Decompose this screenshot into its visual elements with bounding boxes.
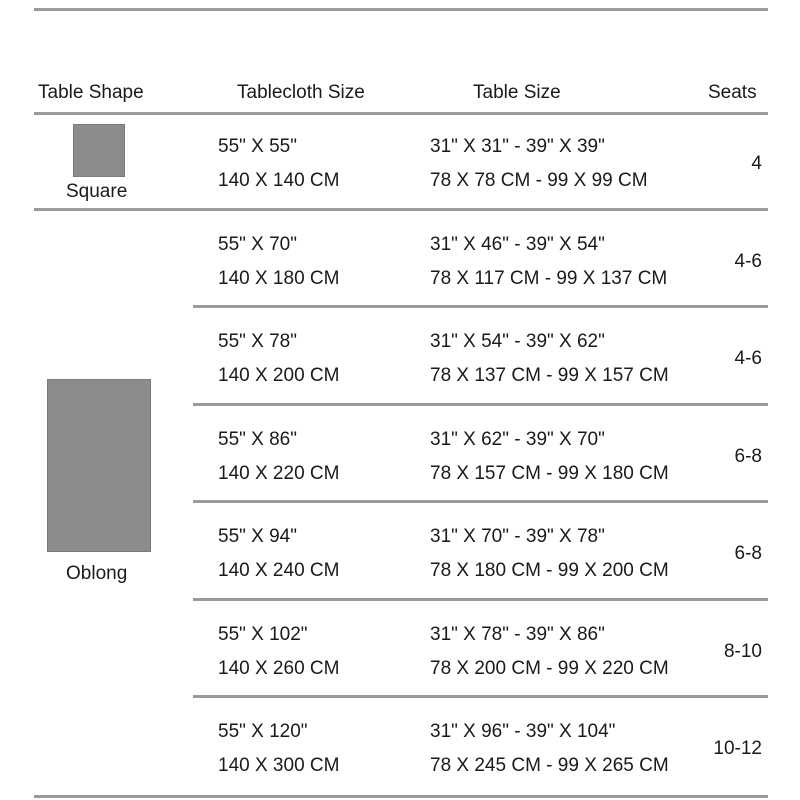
table-size-cm: 78 X 137 CM - 99 X 157 CM bbox=[430, 365, 669, 386]
header-table-size: Table Size bbox=[473, 82, 561, 103]
oblong-shape-icon bbox=[47, 379, 151, 552]
tablecloth-size-cm: 140 X 140 CM bbox=[218, 170, 340, 191]
table-size-inches: 31" X 78" - 39" X 86" bbox=[430, 624, 605, 645]
header-tablecloth-size: Tablecloth Size bbox=[237, 82, 365, 103]
table-size-cm: 78 X 245 CM - 99 X 265 CM bbox=[430, 755, 669, 776]
table-size-inches: 31" X 70" - 39" X 78" bbox=[430, 526, 605, 547]
seats-value: 10-12 bbox=[713, 738, 762, 759]
row-separator bbox=[193, 305, 768, 308]
table-size-inches: 31" X 62" - 39" X 70" bbox=[430, 429, 605, 450]
table-size-inches: 31" X 46" - 39" X 54" bbox=[430, 234, 605, 255]
bottom-rule bbox=[34, 795, 768, 798]
oblong-label: Oblong bbox=[66, 563, 128, 584]
header-table-shape: Table Shape bbox=[38, 82, 144, 103]
tablecloth-size-inches: 55" X 94" bbox=[218, 526, 297, 547]
row-separator bbox=[193, 403, 768, 406]
tablecloth-size-inches: 55" X 55" bbox=[218, 136, 297, 157]
row-separator bbox=[193, 598, 768, 601]
tablecloth-size-cm: 140 X 260 CM bbox=[218, 658, 340, 679]
seats-value: 6-8 bbox=[734, 446, 762, 467]
table-size-inches: 31" X 96" - 39" X 104" bbox=[430, 721, 616, 742]
row-separator bbox=[193, 695, 768, 698]
header-rule bbox=[34, 112, 768, 115]
seats-value: 8-10 bbox=[723, 641, 762, 662]
table-size-inches: 31" X 54" - 39" X 62" bbox=[430, 331, 605, 352]
square-label: Square bbox=[66, 181, 128, 202]
row-separator bbox=[34, 208, 768, 211]
header-seats: Seats bbox=[708, 82, 757, 103]
tablecloth-size-inches: 55" X 86" bbox=[218, 429, 297, 450]
table-size-cm: 78 X 157 CM - 99 X 180 CM bbox=[430, 463, 669, 484]
seats-value: 4 bbox=[751, 153, 762, 174]
tablecloth-size-cm: 140 X 180 CM bbox=[218, 268, 340, 289]
table-size-cm: 78 X 78 CM - 99 X 99 CM bbox=[430, 170, 648, 191]
tablecloth-size-inches: 55" X 70" bbox=[218, 234, 297, 255]
tablecloth-size-inches: 55" X 78" bbox=[218, 331, 297, 352]
seats-value: 4-6 bbox=[734, 348, 762, 369]
table-size-inches: 31" X 31" - 39" X 39" bbox=[430, 136, 605, 157]
square-shape-icon bbox=[73, 124, 125, 177]
tablecloth-size-inches: 55" X 102" bbox=[218, 624, 308, 645]
tablecloth-size-cm: 140 X 300 CM bbox=[218, 755, 340, 776]
tablecloth-size-inches: 55" X 120" bbox=[218, 721, 308, 742]
seats-value: 4-6 bbox=[734, 251, 762, 272]
top-rule bbox=[34, 8, 768, 11]
table-size-cm: 78 X 200 CM - 99 X 220 CM bbox=[430, 658, 669, 679]
tablecloth-size-cm: 140 X 240 CM bbox=[218, 560, 340, 581]
table-size-cm: 78 X 180 CM - 99 X 200 CM bbox=[430, 560, 669, 581]
tablecloth-size-cm: 140 X 200 CM bbox=[218, 365, 340, 386]
seats-value: 6-8 bbox=[734, 543, 762, 564]
table-size-cm: 78 X 117 CM - 99 X 137 CM bbox=[430, 268, 668, 289]
row-separator bbox=[193, 500, 768, 503]
tablecloth-size-cm: 140 X 220 CM bbox=[218, 463, 340, 484]
